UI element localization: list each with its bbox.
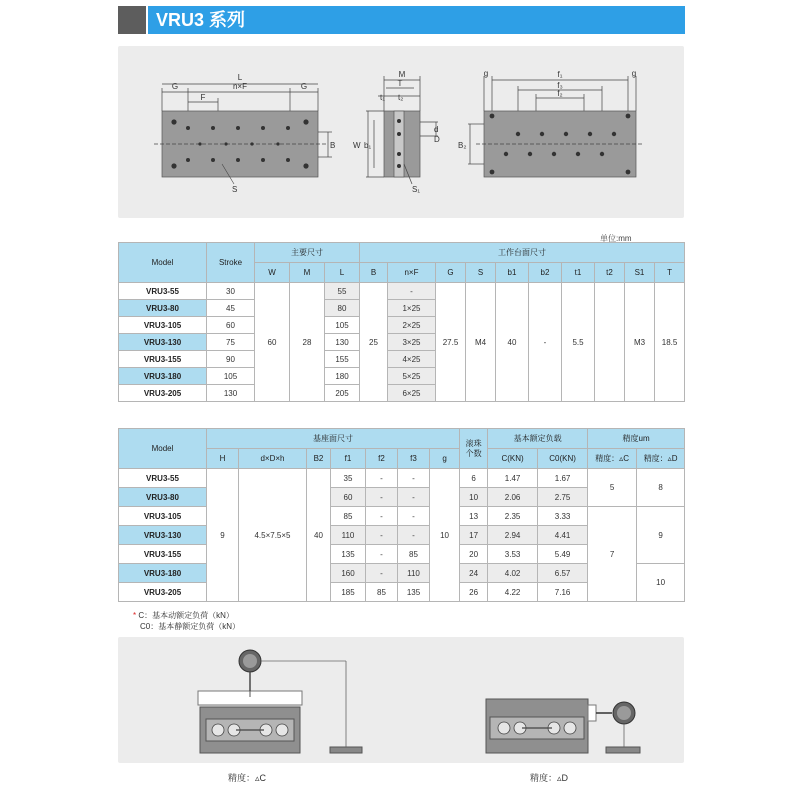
stroke-cell: 105 — [207, 368, 255, 385]
f1-cell: 135 — [331, 545, 366, 564]
G-cell: 27.5 — [436, 283, 466, 402]
L-cell: 105 — [325, 317, 360, 334]
L-cell: 155 — [325, 351, 360, 368]
dim-W: W — [353, 141, 361, 150]
col-nF: n×F — [388, 263, 436, 283]
col-f2: f2 — [366, 449, 398, 469]
col-b1: b1 — [496, 263, 529, 283]
f2-cell: - — [366, 469, 398, 488]
col-W: W — [255, 263, 290, 283]
dim-t2: t₂ — [398, 93, 404, 102]
C-cell: 4.02 — [488, 564, 538, 583]
col-B: B — [360, 263, 388, 283]
f3-cell: - — [398, 507, 430, 526]
note-star: * — [133, 611, 137, 620]
col-L: L — [325, 263, 360, 283]
col-C0: C0(KN) — [538, 449, 588, 469]
accuracy-d-diagram — [486, 699, 640, 753]
model-cell: VRU3-105 — [119, 507, 207, 526]
dim-g-left: g — [483, 69, 489, 78]
acc-D-cell: 10 — [637, 564, 685, 602]
dim-B2: B₂ — [458, 141, 467, 150]
model-cell: VRU3-55 — [119, 469, 207, 488]
W-cell: 60 — [255, 283, 290, 402]
col-S1: S1 — [625, 263, 655, 283]
dim-L: L — [237, 73, 243, 82]
col-balls — [460, 429, 488, 469]
C-cell: 2.06 — [488, 488, 538, 507]
model-cell: VRU3-155 — [119, 351, 207, 368]
f1-cell: 160 — [331, 564, 366, 583]
acc-D-cell: 9 — [637, 507, 685, 564]
title-marker — [118, 6, 146, 34]
col-f3: f3 — [398, 449, 430, 469]
col-T: T — [655, 263, 685, 283]
C0-cell: 1.67 — [538, 469, 588, 488]
dim-g-right: g — [631, 69, 637, 78]
dim-t1: t₁ — [380, 93, 385, 102]
accuracy-diagram-panel — [118, 637, 684, 763]
stroke-cell: 130 — [207, 385, 255, 402]
S1-cell: M3 — [625, 283, 655, 402]
dim-T: T — [397, 79, 403, 88]
C-cell: 2.94 — [488, 526, 538, 545]
col-S: S — [466, 263, 496, 283]
C0-cell: 5.49 — [538, 545, 588, 564]
nF-cell: 1×25 — [388, 300, 436, 317]
col-C: C(KN) — [488, 449, 538, 469]
f2-cell: 85 — [366, 583, 398, 602]
L-cell: 80 — [325, 300, 360, 317]
T-cell: 18.5 — [655, 283, 685, 402]
balls-cell: 20 — [460, 545, 488, 564]
col-b2: b2 — [529, 263, 562, 283]
C-cell: 2.35 — [488, 507, 538, 526]
col-base-dims: 基座面尺寸 — [207, 429, 460, 449]
f2-cell: - — [366, 564, 398, 583]
f1-cell: 60 — [331, 488, 366, 507]
note-c — [133, 610, 234, 621]
balls-cell: 24 — [460, 564, 488, 583]
spec-table-base — [118, 428, 685, 602]
col-stroke: Stroke — [207, 243, 255, 283]
note-c0-text: C0：基本静额定负荷（kN） — [140, 622, 241, 631]
col-acc-D: 精度：▵D — [637, 449, 685, 469]
note-c0 — [140, 621, 240, 632]
H-cell: 9 — [207, 469, 239, 602]
col-g: g — [430, 449, 460, 469]
col-balls-line1: 滚珠 — [465, 438, 482, 448]
dim-f1: f₁ — [557, 70, 563, 79]
L-cell: 130 — [325, 334, 360, 351]
nF-cell: 5×25 — [388, 368, 436, 385]
spec-table-dimensions — [118, 242, 685, 402]
f2-cell: - — [366, 507, 398, 526]
dim-S1: S₁ — [412, 185, 421, 194]
f1-cell: 110 — [331, 526, 366, 545]
g-cell: 10 — [430, 469, 460, 602]
dim-G-right: G — [300, 82, 308, 91]
col-model: Model — [119, 429, 207, 469]
dim-M: M — [398, 70, 406, 79]
acc-C-cell: 5 — [588, 469, 637, 507]
dim-d: d — [434, 125, 439, 134]
balls-cell: 10 — [460, 488, 488, 507]
page-title: VRU3 系列 — [148, 6, 685, 34]
f2-cell: - — [366, 545, 398, 564]
acc-C-cell: 7 — [588, 507, 637, 602]
dim-G-left: G — [171, 82, 179, 91]
nF-cell: 4×25 — [388, 351, 436, 368]
model-cell: VRU3-205 — [119, 583, 207, 602]
f3-cell: 85 — [398, 545, 430, 564]
C0-cell: 6.57 — [538, 564, 588, 583]
f1-cell: 35 — [331, 469, 366, 488]
dim-f2: f₂ — [557, 89, 563, 98]
col-model: Model — [119, 243, 207, 283]
model-cell: VRU3-180 — [119, 368, 207, 385]
C0-cell: 4.41 — [538, 526, 588, 545]
acc-D-cell: 8 — [637, 469, 685, 507]
f1-cell: 85 — [331, 507, 366, 526]
M-cell: 28 — [290, 283, 325, 402]
dim-B: B — [330, 141, 336, 150]
model-cell: VRU3-80 — [119, 300, 207, 317]
col-B2: B2 — [307, 449, 331, 469]
model-cell: VRU3-155 — [119, 545, 207, 564]
stroke-cell: 60 — [207, 317, 255, 334]
C0-cell: 7.16 — [538, 583, 588, 602]
dim-S: S — [232, 185, 238, 194]
col-acc-C: 精度：▵C — [588, 449, 637, 469]
accuracy-c-diagram — [198, 650, 362, 753]
L-cell: 205 — [325, 385, 360, 402]
f3-cell: 135 — [398, 583, 430, 602]
caption-accuracy-c: 精度：▵C — [228, 773, 267, 783]
b2-cell: - — [529, 283, 562, 402]
col-M: M — [290, 263, 325, 283]
balls-cell: 6 — [460, 469, 488, 488]
title-bar — [118, 6, 685, 36]
dim-nF: n×F — [232, 82, 248, 91]
col-t1: t1 — [562, 263, 595, 283]
col-accuracy: 精度um — [588, 429, 685, 449]
stroke-cell: 90 — [207, 351, 255, 368]
drawing-panel — [118, 46, 684, 218]
f3-cell: - — [398, 469, 430, 488]
col-H: H — [207, 449, 239, 469]
col-main-dims: 主要尺寸 — [255, 243, 360, 263]
note-c-text: C：基本动额定负荷（kN） — [138, 611, 234, 620]
stroke-cell: 30 — [207, 283, 255, 300]
nF-cell: 3×25 — [388, 334, 436, 351]
balls-cell: 17 — [460, 526, 488, 545]
t1-cell: 5.5 — [562, 283, 595, 402]
f3-cell: - — [398, 488, 430, 507]
base-view-drawing — [468, 76, 644, 177]
nF-cell: 2×25 — [388, 317, 436, 334]
f2-cell: - — [366, 526, 398, 545]
L-cell: 180 — [325, 368, 360, 385]
f1-cell: 185 — [331, 583, 366, 602]
f3-cell: - — [398, 526, 430, 545]
col-balls-line2: 个数 — [465, 448, 482, 458]
dim-f3: f₃ — [557, 81, 563, 90]
model-cell: VRU3-80 — [119, 488, 207, 507]
f2-cell: - — [366, 488, 398, 507]
model-cell: VRU3-180 — [119, 564, 207, 583]
C0-cell: 3.33 — [538, 507, 588, 526]
table-row — [119, 283, 685, 300]
dDh-cell: 4.5×7.5×5 — [239, 469, 307, 602]
balls-cell: 26 — [460, 583, 488, 602]
front-view-drawing — [154, 84, 332, 177]
stroke-cell: 45 — [207, 300, 255, 317]
b1-cell: 40 — [496, 283, 529, 402]
col-G: G — [436, 263, 466, 283]
table-row — [119, 507, 685, 526]
C-cell: 4.22 — [488, 583, 538, 602]
model-cell: VRU3-130 — [119, 526, 207, 545]
col-t2: t2 — [595, 263, 625, 283]
dim-F: F — [200, 93, 206, 102]
L-cell: 55 — [325, 283, 360, 300]
model-cell: VRU3-55 — [119, 283, 207, 300]
nF-cell: - — [388, 283, 436, 300]
B-cell: 25 — [360, 283, 388, 402]
caption-accuracy-d: 精度：▵D — [530, 773, 569, 783]
t2-cell — [595, 283, 625, 402]
balls-cell: 13 — [460, 507, 488, 526]
C-cell: 3.53 — [488, 545, 538, 564]
dim-b1: b₁ — [364, 141, 372, 150]
S-cell: M4 — [466, 283, 496, 402]
table-row — [119, 469, 685, 488]
model-cell: VRU3-105 — [119, 317, 207, 334]
col-f1: f1 — [331, 449, 366, 469]
f3-cell: 110 — [398, 564, 430, 583]
unit-label: 单位:mm — [600, 234, 632, 243]
C0-cell: 2.75 — [538, 488, 588, 507]
B2-cell: 40 — [307, 469, 331, 602]
model-cell: VRU3-130 — [119, 334, 207, 351]
col-dDh: d×D×h — [239, 449, 307, 469]
stroke-cell: 75 — [207, 334, 255, 351]
col-work-dims: 工作台面尺寸 — [360, 243, 685, 263]
dim-D: D — [434, 135, 440, 144]
C-cell: 1.47 — [488, 469, 538, 488]
col-rated-load: 基本额定负载 — [488, 429, 588, 449]
nF-cell: 6×25 — [388, 385, 436, 402]
model-cell: VRU3-205 — [119, 385, 207, 402]
